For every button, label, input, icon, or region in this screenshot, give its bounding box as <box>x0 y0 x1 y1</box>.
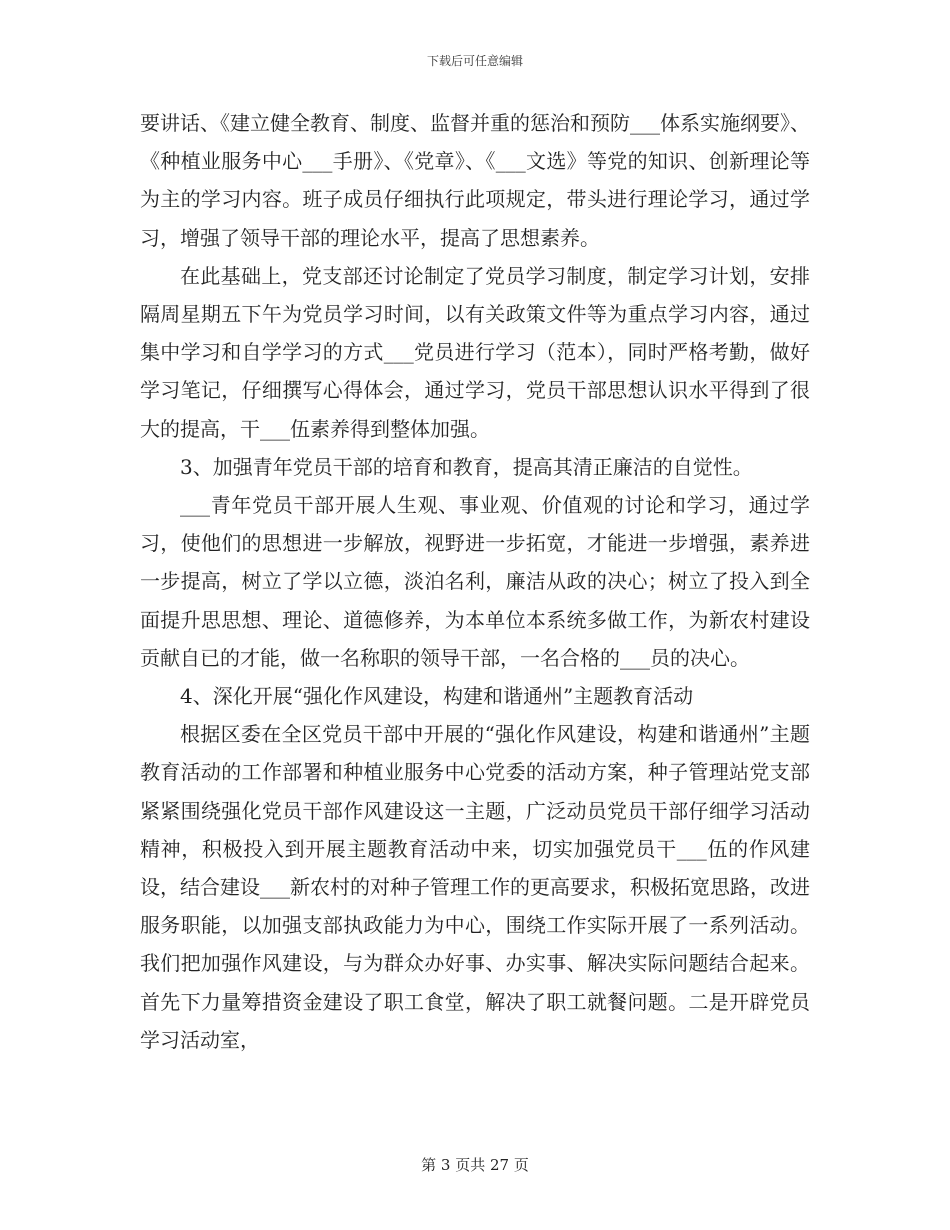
paragraph-3: ___青年党员干部开展人生观、事业观、价值观的讨论和学习，通过学习，使他们的思想进一步解放，视野进一步拓宽，才能进一步增强，素养进一步提高，树立了学以立德，淡泊名利，廉洁从政的决心；树立了投入到全面提升思思想、理论、道德修养，为本单位本系统多做工作，为新农村建设贡献自已的才能，做一名称职的领导干部，一名合格的___员的决心。 <box>140 493 810 670</box>
section-heading-3: 3、加强青年党员干部的培育和教育，提高其清正廉洁的自觉性。 <box>180 454 753 479</box>
paragraph-1: 要讲话、《建立健全教育、制度、监督并重的惩治和预防___体系实施纲要》、《种植业服务中心___手册》、《党章》、《___文选》等党的知识、创新理论等为主的学习内容。班子成员仔细执行此项规定，带头进行理论学习，通过学习，增强了领导干部的理论水平，提高了思想素养。 <box>140 111 810 250</box>
page-header: 下载后可任意编辑 <box>426 54 523 68</box>
page-footer: 第 3 页共 27 页 <box>421 1156 529 1174</box>
document-body <box>140 104 810 1059</box>
paragraph-2: 在此基础上，党支部还讨论制定了党员学习制度，制定学习计划，安排隔周星期五下午为党员学习时间，以有关政策文件等为重点学习内容，通过集中学习和自学学习的方式___党员进行学习（范本），同时严格考勤，做好学习笔记，仔细撰写心得体会，通过学习，党员干部思想认识水平得到了很大的提高，干___伍素养得到整体加强。 <box>140 263 810 441</box>
section-heading-4: 4、深化开展“强化作风建设，构建和谐通州”主题教育活动 <box>180 684 694 709</box>
paragraph-4: 根据区委在全区党员干部中开展的“强化作风建设，构建和谐通州”主题教育活动的工作部署和种植业服务中心党委的活动方案，种子管理站党支部紧紧围绕强化党员干部作风建设这一主题，广泛动员党员干部仔细学习活动精神，积极投入到开展主题教育活动中来，切实加强党员干___伍的作风建设，结合建设___新农村的对种子管理工作的更高要求，积极拓宽思路，改进服务职能，以加强支部执政能力为中心，围绕工作实际开展了一系列活动。我们把加强作风建设，与为群众办好事、办实事、解决实际问题结合起来。首先下力量筹措资金建设了职工食堂，解决了职工就餐问题。二是开辟党员学习活动室， <box>140 722 810 1052</box>
